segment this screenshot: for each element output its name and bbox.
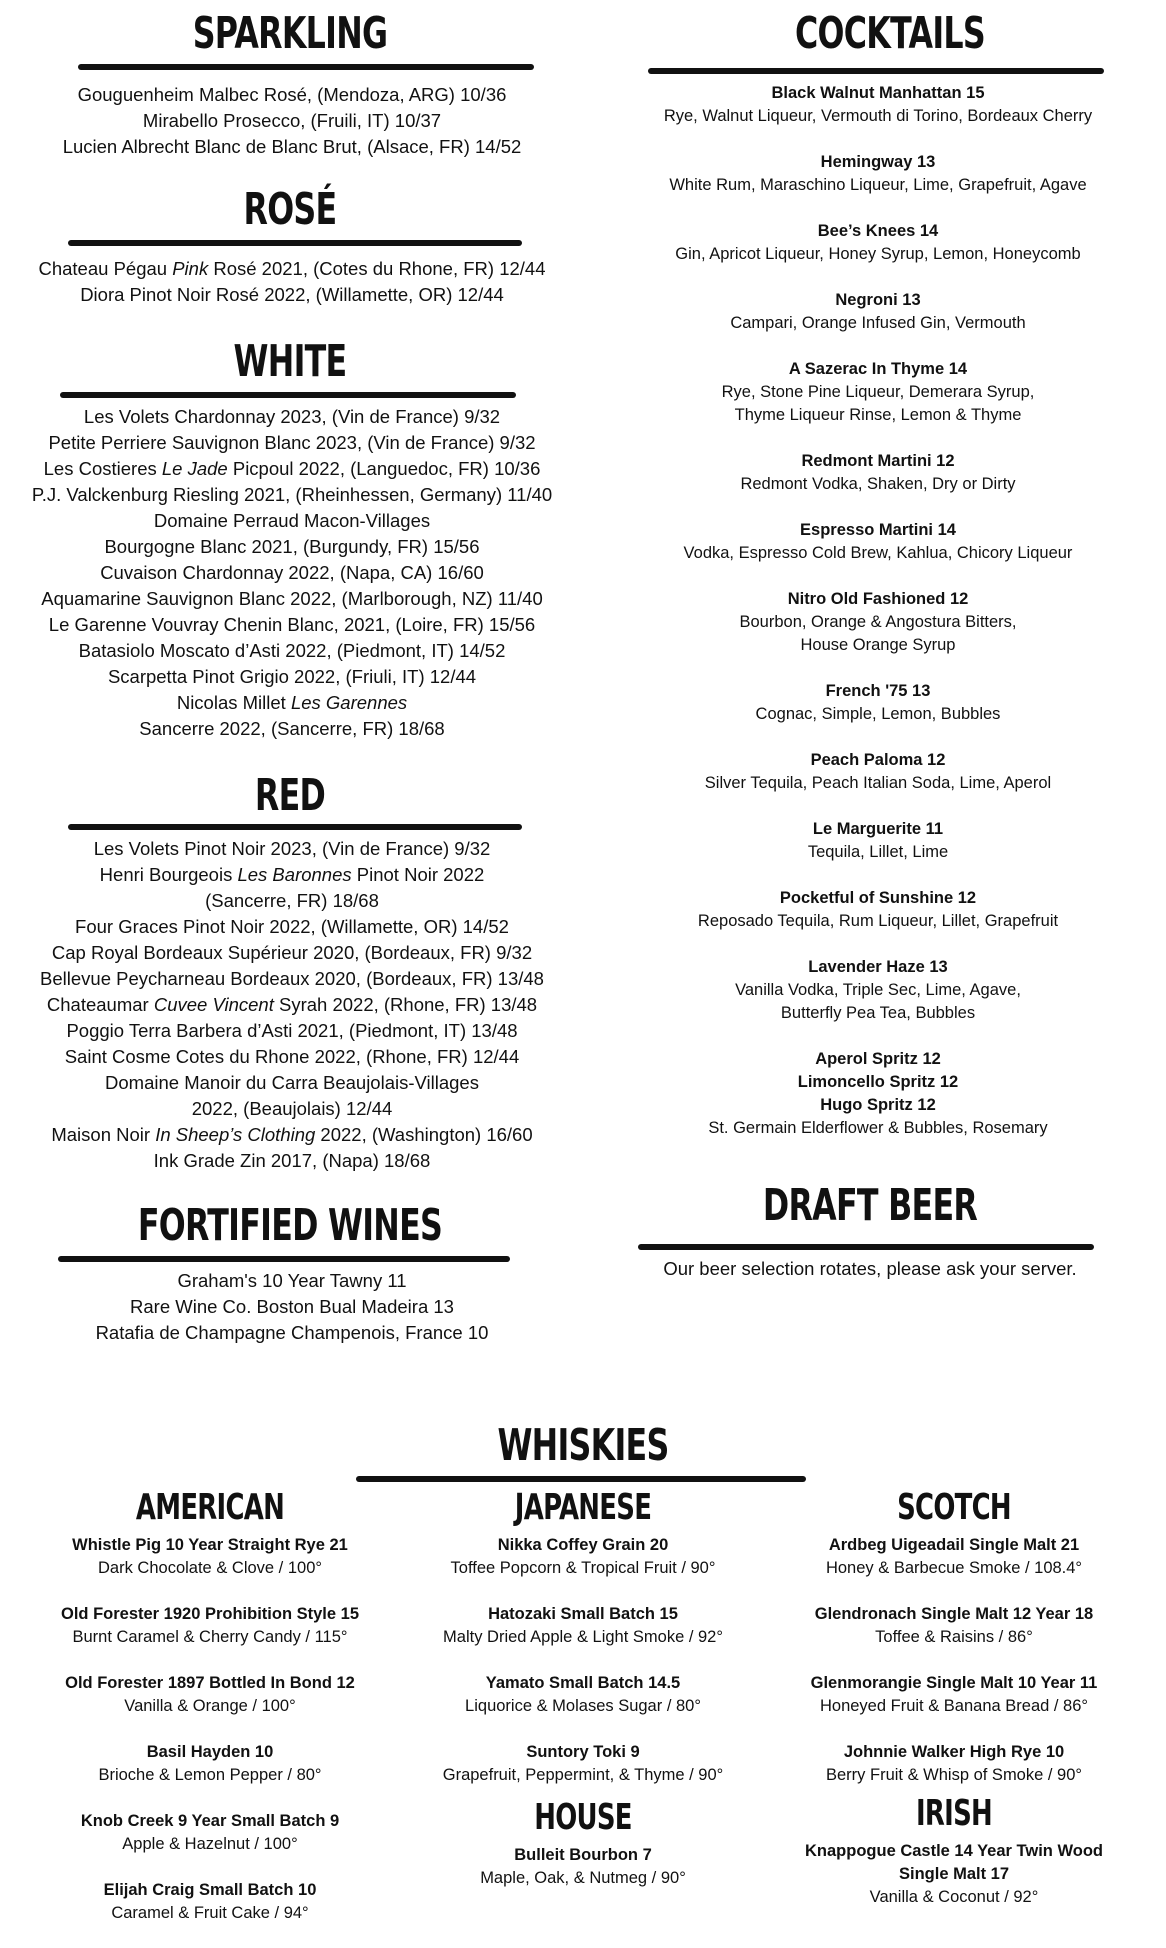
whiskey-name: Glendronach Single Malt 12 Year 18 xyxy=(814,1605,1094,1623)
whiskey-name: Old Forester 1920 Prohibition Style 15 xyxy=(60,1605,359,1623)
red-divider xyxy=(68,824,522,830)
list-item: (Sancerre, FR) 18/68 xyxy=(205,890,379,911)
cocktail-name: Limoncello Spritz 12 xyxy=(797,1073,959,1091)
list-item: Aquamarine Sauvignon Blanc 2022, (Marlborough, NZ) 11/40 xyxy=(41,588,543,609)
whiskey-name: Yamato Small Batch 14.5 xyxy=(485,1674,681,1692)
whiskey-item xyxy=(764,1534,1144,1580)
list-item: Poggio Terra Barbera d’Asti 2021, (Piedmont, IT) 13/48 xyxy=(66,1020,518,1041)
cocktail-item xyxy=(600,887,1156,933)
list-item: Ratafia de Champagne Champenois, France 10 xyxy=(95,1322,489,1343)
cocktail-desc: Gin, Apricot Liqueur, Honey Syrup, Lemon, Honeycomb xyxy=(675,245,1081,263)
list-item: Les Volets Pinot Noir 2023, (Vin de France) 9/32 xyxy=(93,838,491,859)
cocktail-item xyxy=(600,519,1156,565)
cocktail-item-spritz xyxy=(600,1048,1156,1140)
whiskey-item xyxy=(20,1603,400,1649)
sparkling-list xyxy=(0,82,584,160)
white-divider xyxy=(60,392,516,398)
cocktail-item xyxy=(600,82,1156,128)
whiskey-item xyxy=(393,1603,773,1649)
whiskies-divider xyxy=(356,1476,806,1482)
cocktail-desc: Rye, Stone Pine Liqueur, Demerara Syrup, xyxy=(721,383,1035,401)
cocktail-name: Le Marguerite 11 xyxy=(812,820,944,838)
cocktail-desc: Silver Tequila, Peach Italian Soda, Lime, Aperol xyxy=(704,774,1052,792)
list-item: Petite Perriere Sauvignon Blanc 2023, (Vin de France) 9/32 xyxy=(48,432,536,453)
cocktail-desc: White Rum, Maraschino Liqueur, Lime, Grapefruit, Agave xyxy=(669,176,1087,194)
whiskey-name: Suntory Toki 9 xyxy=(526,1743,640,1761)
whiskey-name: Bulleit Bourbon 7 xyxy=(514,1846,652,1864)
whiskey-item xyxy=(20,1534,400,1580)
list-item: Four Graces Pinot Noir 2022, (Willamette, OR) 14/52 xyxy=(75,916,509,937)
cocktail-item xyxy=(600,151,1156,197)
list-item: Scarpetta Pinot Grigio 2022, (Friuli, IT) 12/44 xyxy=(107,666,477,687)
draft-text: Our beer selection rotates, please ask your server. xyxy=(663,1258,1077,1279)
cocktail-desc: Tequila, Lillet, Lime xyxy=(807,843,949,861)
whiskey-desc: Liquorice & Molases Sugar / 80° xyxy=(465,1697,701,1715)
japanese-heading: JAPANESE xyxy=(514,1487,652,1528)
cocktail-name: Negroni 13 xyxy=(835,291,921,309)
cocktail-desc: Reposado Tequila, Rum Liqueur, Lillet, Grapefruit xyxy=(697,912,1059,930)
cocktail-desc: House Orange Syrup xyxy=(800,636,956,654)
cocktail-name: Bee’s Knees 14 xyxy=(817,222,939,240)
whiskey-name: Johnnie Walker High Rye 10 xyxy=(843,1743,1065,1761)
cocktail-name: Espresso Martini 14 xyxy=(800,521,956,539)
irish-list xyxy=(764,1840,1144,1932)
cocktail-name: French '75 13 xyxy=(825,682,931,700)
list-item: Domaine Manoir du Carra Beaujolais-Villages xyxy=(105,1072,479,1093)
cocktail-name: Hemingway 13 xyxy=(820,153,936,171)
list-item: Cap Royal Bordeaux Supérieur 2020, (Bordeaux, FR) 9/32 xyxy=(51,942,533,963)
cocktail-desc: Redmont Vodka, Shaken, Dry or Dirty xyxy=(740,475,1016,493)
list-item: Ink Grade Zin 2017, (Napa) 18/68 xyxy=(153,1150,431,1171)
whiskey-item xyxy=(393,1534,773,1580)
sparkling-divider xyxy=(78,64,534,70)
cocktail-item xyxy=(600,956,1156,1025)
cocktail-name: Peach Paloma 12 xyxy=(810,751,946,769)
cocktail-desc: Vanilla Vodka, Triple Sec, Lime, Agave, xyxy=(735,981,1021,999)
list-item: Chateau Pégau Pink Rosé 2021, (Cotes du Rhone, FR) 12/44 xyxy=(38,258,546,279)
cocktail-item xyxy=(600,588,1156,657)
whiskey-item xyxy=(20,1879,400,1925)
white-heading: WHITE xyxy=(233,336,347,387)
cocktails-divider xyxy=(648,68,1104,74)
whiskey-desc: Brioche & Lemon Pepper / 80° xyxy=(98,1766,322,1784)
list-item: Lucien Albrecht Blanc de Blanc Brut, (Alsace, FR) 14/52 xyxy=(62,136,522,157)
whiskey-item xyxy=(393,1741,773,1787)
cocktail-desc: Rye, Walnut Liqueur, Vermouth di Torino, Bordeaux Cherry xyxy=(663,107,1093,125)
list-item: 2022, (Beaujolais) 12/44 xyxy=(191,1098,393,1119)
cocktail-desc: St. Germain Elderflower & Bubbles, Rosemary xyxy=(708,1119,1048,1137)
list-item: Saint Cosme Cotes du Rhone 2022, (Rhone, FR) 12/44 xyxy=(64,1046,520,1067)
scotch-list xyxy=(764,1534,1144,1810)
whiskey-desc: Grapefruit, Peppermint, & Thyme / 90° xyxy=(442,1766,724,1784)
fortified-heading: FORTIFIED WINES xyxy=(137,1200,443,1251)
whiskey-name: Elijah Craig Small Batch 10 xyxy=(103,1881,317,1899)
list-item: Bourgogne Blanc 2021, (Burgundy, FR) 15/56 xyxy=(104,536,480,557)
list-item: Chateaumar Cuvee Vincent Syrah 2022, (Rhone, FR) 13/48 xyxy=(46,994,538,1015)
list-item: Domaine Perraud Macon-Villages xyxy=(153,510,431,531)
cocktail-desc: Cognac, Simple, Lemon, Bubbles xyxy=(755,705,1001,723)
cocktail-name: Lavender Haze 13 xyxy=(808,958,948,976)
cocktail-item xyxy=(600,289,1156,335)
draft-heading: DRAFT BEER xyxy=(762,1180,978,1231)
cocktail-name: Aperol Spritz 12 xyxy=(815,1050,941,1068)
whiskey-item xyxy=(764,1603,1144,1649)
house-heading: HOUSE xyxy=(534,1797,632,1838)
cocktail-item xyxy=(600,450,1156,496)
whiskey-desc: Maple, Oak, & Nutmeg / 90° xyxy=(480,1869,686,1887)
whiskey-desc: Burnt Caramel & Cherry Candy / 115° xyxy=(72,1628,348,1646)
cocktails-heading: COCKTAILS xyxy=(795,8,985,59)
whiskey-desc: Berry Fruit & Whisp of Smoke / 90° xyxy=(825,1766,1082,1784)
whiskey-desc: Dark Chocolate & Clove / 100° xyxy=(98,1559,322,1577)
cocktail-item xyxy=(600,220,1156,266)
scotch-heading: SCOTCH xyxy=(897,1487,1011,1528)
whiskey-name: Knob Creek 9 Year Small Batch 9 xyxy=(80,1812,340,1830)
whiskey-desc: Apple & Hazelnut / 100° xyxy=(122,1835,298,1853)
red-heading: RED xyxy=(254,770,326,821)
list-item: Le Garenne Vouvray Chenin Blanc, 2021, (Loire, FR) 15/56 xyxy=(48,614,536,635)
list-item: Maison Noir In Sheep’s Clothing 2022, (Washington) 16/60 xyxy=(51,1124,533,1145)
white-list xyxy=(0,404,584,742)
whiskey-desc: Vanilla & Orange / 100° xyxy=(124,1697,296,1715)
list-item: Diora Pinot Noir Rosé 2022, (Willamette, OR) 12/44 xyxy=(80,284,504,305)
fortified-list xyxy=(0,1268,584,1346)
cocktail-item xyxy=(600,749,1156,795)
whiskey-desc: Honey & Barbecue Smoke / 108.4° xyxy=(825,1559,1083,1577)
whiskey-desc: Toffee Popcorn & Tropical Fruit / 90° xyxy=(450,1559,716,1577)
cocktail-name: A Sazerac In Thyme 14 xyxy=(788,360,968,378)
rose-divider xyxy=(68,240,522,246)
cocktail-name: Hugo Spritz 12 xyxy=(820,1096,936,1114)
rose-list xyxy=(0,256,584,308)
list-item: Cuvaison Chardonnay 2022, (Napa, CA) 16/60 xyxy=(100,562,484,583)
rose-heading: ROSÉ xyxy=(243,184,337,235)
list-item: Sancerre 2022, (Sancerre, FR) 18/68 xyxy=(139,718,445,739)
cocktail-item xyxy=(600,358,1156,427)
whiskey-item xyxy=(764,1741,1144,1787)
cocktail-desc: Vodka, Espresso Cold Brew, Kahlua, Chicory Liqueur xyxy=(683,544,1073,562)
whiskey-name: Hatozaki Small Batch 15 xyxy=(488,1605,678,1623)
whiskey-item xyxy=(20,1810,400,1856)
list-item: Rare Wine Co. Boston Bual Madeira 13 xyxy=(130,1296,454,1317)
whiskey-name: Glenmorangie Single Malt 10 Year 11 xyxy=(810,1674,1098,1692)
draft-divider xyxy=(638,1244,1094,1250)
cocktail-list xyxy=(600,82,1156,1163)
irish-heading: IRISH xyxy=(915,1793,993,1834)
list-item: Bellevue Peycharneau Bordeaux 2020, (Bordeaux, FR) 13/48 xyxy=(40,968,544,989)
whiskey-item xyxy=(20,1672,400,1718)
fortified-divider xyxy=(58,1256,510,1262)
whiskey-desc: Honeyed Fruit & Banana Bread / 86° xyxy=(819,1697,1088,1715)
cocktail-desc: Campari, Orange Infused Gin, Vermouth xyxy=(730,314,1026,332)
list-item: Les Costieres Le Jade Picpoul 2022, (Languedoc, FR) 10/36 xyxy=(43,458,541,479)
whiskey-item xyxy=(393,1672,773,1718)
whiskey-name: Single Malt 17 xyxy=(898,1865,1010,1883)
whiskey-item xyxy=(764,1840,1144,1909)
whiskey-desc: Toffee & Raisins / 86° xyxy=(875,1628,1033,1646)
cocktail-name: Black Walnut Manhattan 15 xyxy=(771,84,985,102)
whiskey-desc: Caramel & Fruit Cake / 94° xyxy=(111,1904,309,1922)
list-item: Gouguenheim Malbec Rosé, (Mendoza, ARG) 10/36 xyxy=(77,84,507,105)
cocktail-item xyxy=(600,680,1156,726)
cocktail-desc: Bourbon, Orange & Angostura Bitters, xyxy=(739,613,1017,631)
cocktail-name: Redmont Martini 12 xyxy=(801,452,955,470)
red-list xyxy=(0,836,584,1174)
list-item: Mirabello Prosecco, (Fruili, IT) 10/37 xyxy=(142,110,442,131)
cocktail-desc: Thyme Liqueur Rinse, Lemon & Thyme xyxy=(734,406,1022,424)
whiskey-item xyxy=(764,1672,1144,1718)
cocktail-item xyxy=(600,818,1156,864)
whiskey-name: Knappogue Castle 14 Year Twin Wood xyxy=(805,1842,1103,1860)
whiskey-name: Basil Hayden 10 xyxy=(146,1743,274,1761)
whiskey-item xyxy=(20,1741,400,1787)
list-item: Les Volets Chardonnay 2023, (Vin de France) 9/32 xyxy=(83,406,501,427)
house-list xyxy=(393,1844,773,1913)
cocktail-desc: Butterfly Pea Tea, Bubbles xyxy=(780,1004,976,1022)
american-list xyxy=(20,1534,400,1948)
whiskey-name: Whistle Pig 10 Year Straight Rye 21 xyxy=(72,1536,348,1554)
list-item: Graham's 10 Year Tawny 11 xyxy=(177,1270,407,1291)
cocktail-name: Nitro Old Fashioned 12 xyxy=(787,590,969,608)
whiskey-item xyxy=(393,1844,773,1890)
list-item: Batasiolo Moscato d’Asti 2022, (Piedmont, IT) 14/52 xyxy=(78,640,506,661)
american-heading: AMERICAN xyxy=(135,1487,285,1528)
whiskey-name: Old Forester 1897 Bottled In Bond 12 xyxy=(65,1674,355,1692)
whiskey-desc: Vanilla & Coconut / 92° xyxy=(869,1888,1039,1906)
japanese-list xyxy=(393,1534,773,1810)
sparkling-heading: SPARKLING xyxy=(192,8,388,59)
whiskey-name: Nikka Coffey Grain 20 xyxy=(497,1536,669,1554)
whiskey-name: Ardbeg Uigeadail Single Malt 21 xyxy=(828,1536,1080,1554)
whiskies-heading: WHISKIES xyxy=(497,1420,669,1471)
list-item: Nicolas Millet Les Garennes xyxy=(176,692,408,713)
whiskey-desc: Malty Dried Apple & Light Smoke / 92° xyxy=(443,1628,723,1646)
list-item: Henri Bourgeois Les Baronnes Pinot Noir 2022 xyxy=(99,864,485,885)
list-item: P.J. Valckenburg Riesling 2021, (Rheinhessen, Germany) 11/40 xyxy=(31,484,553,505)
cocktail-name: Pocketful of Sunshine 12 xyxy=(779,889,977,907)
